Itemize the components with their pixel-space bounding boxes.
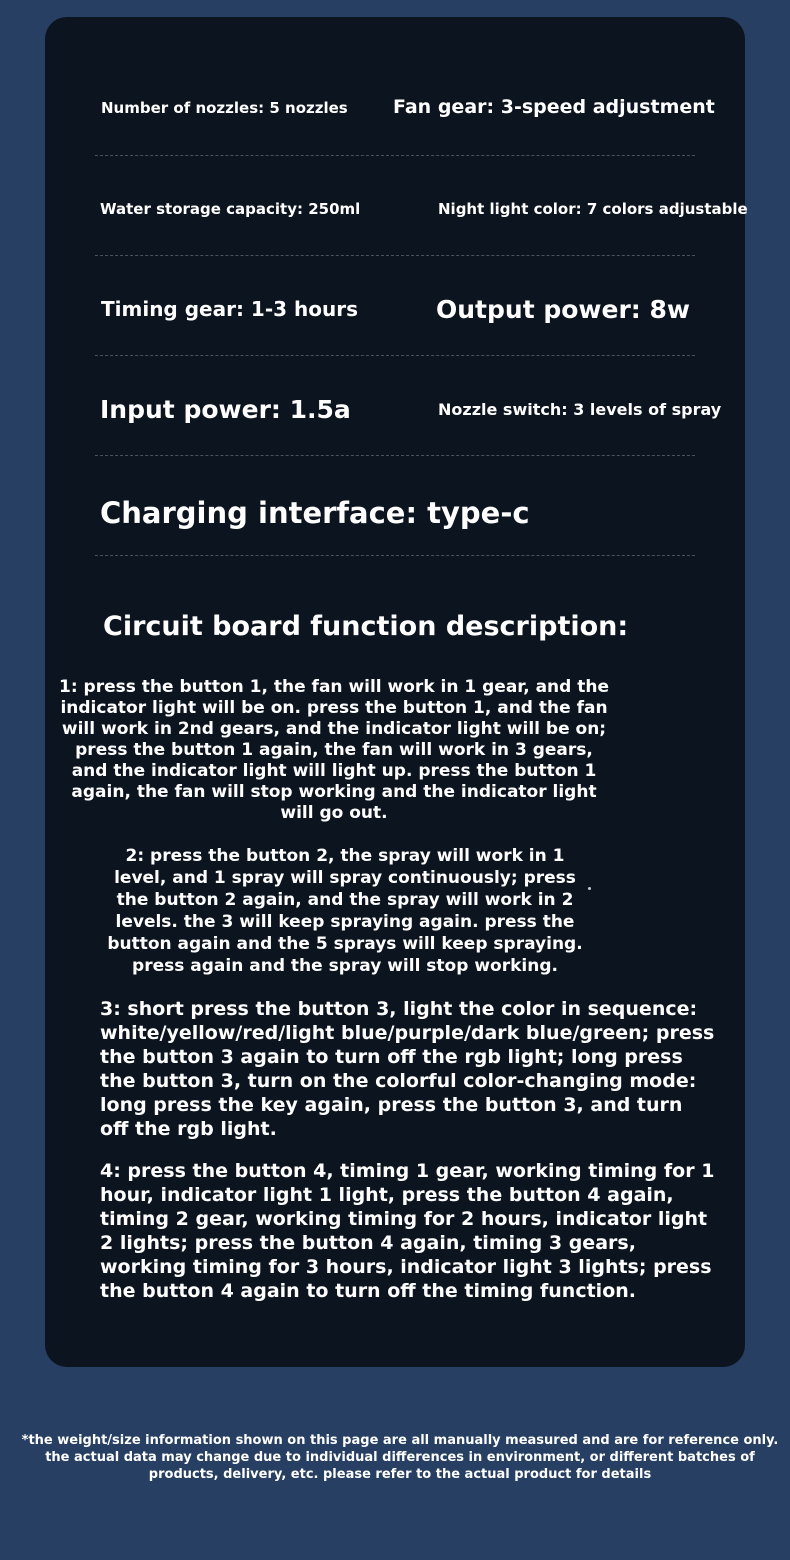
divider bbox=[95, 155, 695, 156]
circuit-item-2: 2: press the button 2, the spray will work in 1 level, and 1 spray will spray continuously; press the button 2 again, and the spray will work in 2 levels. the 3 will keep spraying again. press the button again and the 5 sprays will keep spraying. press again and the spray will stop working. bbox=[107, 846, 583, 976]
divider bbox=[95, 455, 695, 456]
divider bbox=[95, 355, 695, 356]
divider bbox=[95, 555, 695, 556]
spec-fan-gear: Fan gear: 3-speed adjustment bbox=[393, 96, 715, 118]
divider bbox=[95, 255, 695, 256]
spec-nozzle-switch: Nozzle switch: 3 levels of spray bbox=[438, 400, 722, 419]
spec-timing-gear: Timing gear: 1-3 hours bbox=[101, 297, 358, 321]
circuit-item-1: 1: press the button 1, the fan will work in 1 gear, and the indicator light will be on. press the button 1, and the fan will work in 2nd gears, and the indicator light will be on; press the button 1 again, the fan will work in 3 gears, and the indicator light will light up. press the button 1 again, the fan will stop working and the indicator light will go out. bbox=[58, 677, 609, 823]
decorative-speck bbox=[588, 887, 591, 890]
spec-water-storage: Water storage capacity: 250ml bbox=[100, 200, 361, 218]
circuit-item-4: 4: press the button 4, timing 1 gear, working timing for 1 hour, indicator light 1 light, press the button 4 again, timing 2 gear, working timing for 2 hours, indicator light 2 lights; press the button 4 again, timing 3 gears, working timing for 3 hours, indicator light 3 lights; press the button 4 again to turn off the timing function. bbox=[100, 1160, 715, 1302]
spec-night-light: Night light color: 7 colors adjustable bbox=[438, 200, 748, 218]
circuit-item-3: 3: short press the button 3, light the color in sequence: white/yellow/red/light blue/purple/dark blue/green; press the button 3 again to turn off the rgb light; long press the button 3, turn on the colorful color-changing mode: long press the key again, press the button 3, and turn off the rgb light. bbox=[100, 998, 715, 1140]
spec-nozzles: Number of nozzles: 5 nozzles bbox=[101, 99, 348, 117]
spec-card bbox=[45, 17, 748, 1367]
circuit-heading: Circuit board function description: bbox=[103, 611, 629, 642]
spec-input-power: Input power: 1.5a bbox=[100, 395, 351, 424]
disclaimer-text: *the weight/size information shown on this page are all manually measured and are for reference only. the actual data may change due to individual differences in environment, or different batches of products, delivery, etc. please refer to the actual product for details bbox=[21, 1433, 779, 1482]
spec-output-power: Output power: 8w bbox=[436, 295, 690, 324]
spec-charging-interface: Charging interface: type-c bbox=[100, 496, 530, 530]
